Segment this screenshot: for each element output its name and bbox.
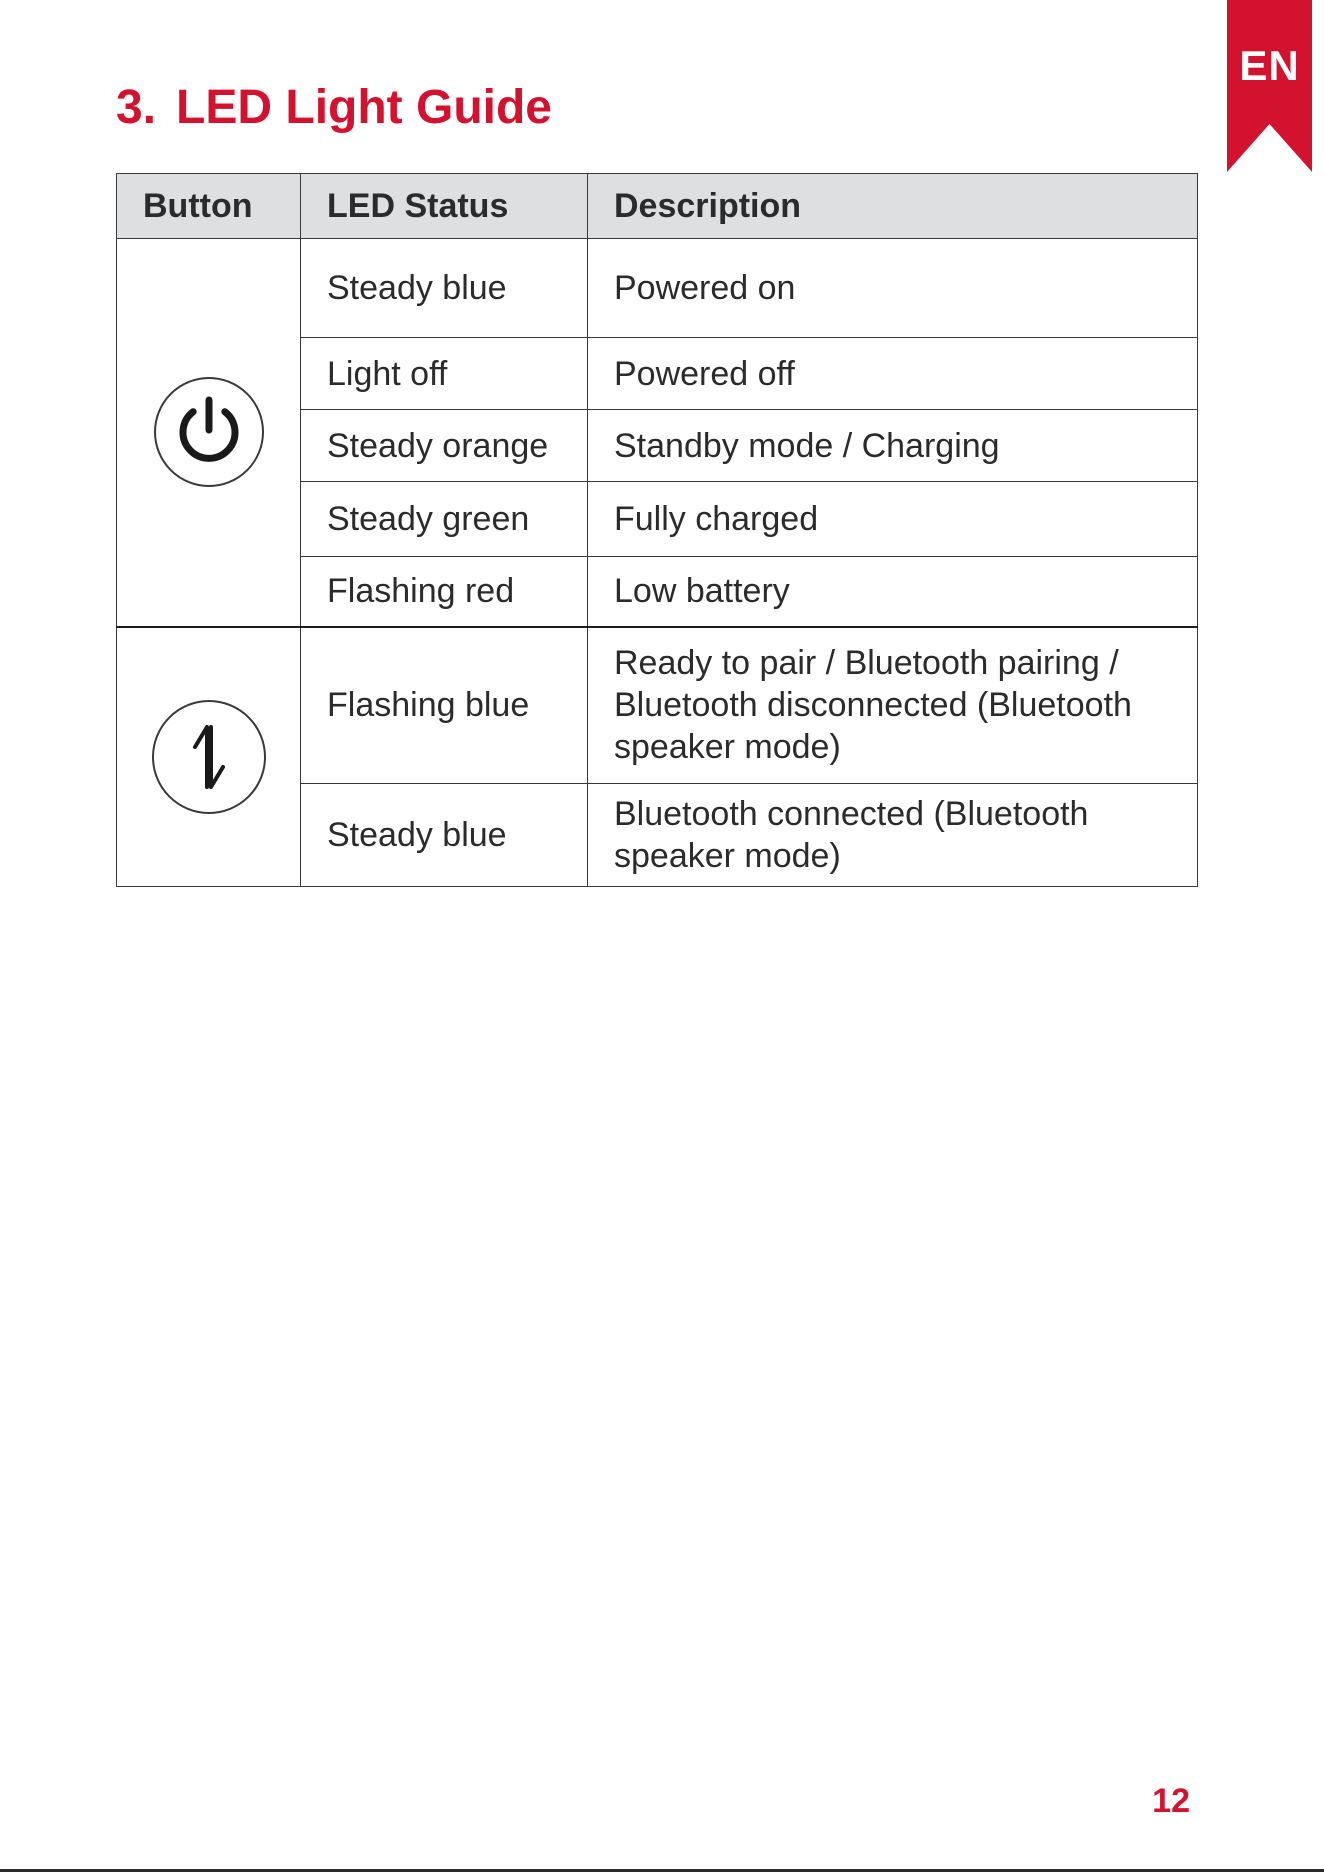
led-guide-table <box>116 173 1198 887</box>
led-status-cell: Steady green <box>301 482 588 557</box>
description-cell: Low battery <box>588 557 1198 627</box>
led-status-cell: Flashing red <box>301 557 588 627</box>
table-row <box>117 239 1198 338</box>
language-tab <box>1227 0 1312 172</box>
description-cell: Bluetooth connected (Bluetooth speaker mode) <box>588 784 1198 887</box>
section-number: 3. <box>116 81 157 134</box>
header-led-status: LED Status <box>301 174 588 239</box>
section-title-text: LED Light Guide <box>176 81 552 134</box>
description-cell: Ready to pair / Bluetooth pairing / Bluetooth disconnected (Bluetooth speaker mode) <box>588 627 1198 784</box>
led-status-cell: Light off <box>301 338 588 410</box>
page-number: 12 <box>1152 1782 1190 1820</box>
description-cell: Powered off <box>588 338 1198 410</box>
description-cell: Standby mode / Charging <box>588 410 1198 482</box>
language-label: EN <box>1239 42 1300 89</box>
header-description: Description <box>588 174 1198 239</box>
description-cell: Powered on <box>588 239 1198 338</box>
bluetooth-pairing-icon <box>151 699 267 815</box>
description-cell: Fully charged <box>588 482 1198 557</box>
table-row <box>117 627 1198 784</box>
page-title <box>116 80 552 136</box>
table-header-row <box>117 174 1198 239</box>
led-status-cell: Flashing blue <box>301 627 588 784</box>
led-status-cell: Steady blue <box>301 239 588 338</box>
header-button: Button <box>117 174 301 239</box>
button-cell-bluetooth <box>117 627 301 887</box>
power-icon <box>153 376 265 488</box>
button-cell-power <box>117 239 301 627</box>
led-status-cell: Steady orange <box>301 410 588 482</box>
led-status-cell: Steady blue <box>301 784 588 887</box>
